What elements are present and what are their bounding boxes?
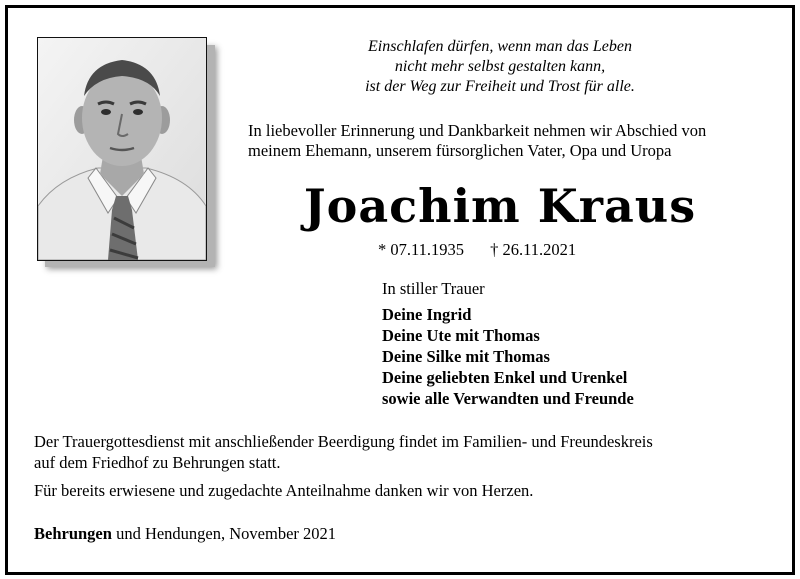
life-dates (378, 240, 576, 260)
intro-line: In liebevoller Erinnerung und Dankbarkeit nehmen wir Abschied von (248, 121, 707, 140)
quote-line: ist der Weg zur Freiheit und Trost für alle. (365, 78, 635, 95)
quote-line: Einschlafen dürfen, wenn man das Leben (368, 38, 632, 55)
portrait-illustration (38, 38, 206, 260)
place-date (34, 523, 336, 544)
thanks-note: Für bereits erwiesene und zugedachte Anteilnahme danken wir von Herzen. (34, 481, 534, 500)
mourner-name: Deine geliebten Enkel und Urenkel (382, 368, 628, 387)
mourning-label: In stiller Trauer (382, 279, 485, 298)
quote-line: nicht mehr selbst gestalten kann, (394, 58, 606, 75)
mourner-name: Deine Silke mit Thomas (382, 347, 550, 366)
service-notice (34, 431, 774, 473)
mourner-name: Deine Ute mit Thomas (382, 326, 540, 345)
mourner-name: sowie alle Verwandten und Freunde (382, 389, 634, 408)
service-line: Der Trauergottesdienst mit anschließender Beerdigung findet im Familien- und Freundeskreis (34, 432, 653, 451)
intro-line: meinem Ehemann, unserem fürsorglichen Vater, Opa und Uropa (248, 141, 672, 160)
town-name: Behrungen (34, 524, 112, 543)
death-date: † 26.11.2021 (490, 240, 577, 259)
service-line: auf dem Friedhof zu Behrungen statt. (34, 453, 281, 472)
intro-text (248, 121, 788, 161)
birth-date: * 07.11.1935 (378, 240, 465, 259)
memorial-quote (280, 37, 720, 97)
portrait-photo (37, 37, 207, 261)
place-rest: und Hendungen, November 2021 (111, 524, 337, 543)
mourners-list (382, 304, 634, 409)
deceased-name: Joachim Kraus (303, 179, 697, 233)
mourner-name: Deine Ingrid (382, 305, 472, 324)
